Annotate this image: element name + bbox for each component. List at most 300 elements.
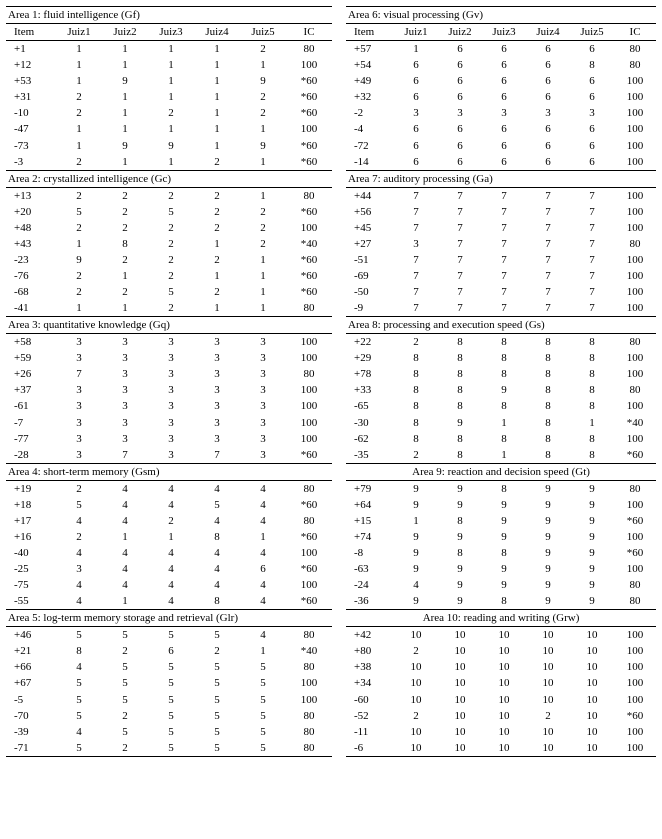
ic-cell: 100	[300, 432, 318, 445]
judge-cell: 10	[542, 661, 554, 674]
table-row	[6, 121, 332, 137]
ic-cell: 100	[626, 221, 644, 234]
judge-cell: 9	[545, 579, 551, 592]
table-row	[346, 268, 656, 284]
item-cell: +31	[14, 91, 32, 104]
ic-cell: 100	[626, 205, 644, 218]
table-row	[346, 643, 656, 659]
judge-cell: 1	[76, 302, 82, 315]
judge-cell: 6	[501, 155, 507, 168]
judge-cell: 8	[457, 368, 463, 381]
judge-cell: 1	[168, 43, 174, 55]
judge-cell: 7	[214, 448, 220, 461]
judge-cell: 6	[589, 123, 595, 136]
area-title-row	[6, 7, 332, 24]
item-cell: -71	[6, 740, 56, 757]
judge-cell: 10	[410, 693, 422, 706]
item-cell: +17	[14, 514, 32, 527]
judge-cell: 9	[589, 514, 595, 527]
judge-cell: 10	[570, 740, 614, 757]
judge-cell: 5	[260, 725, 266, 738]
table-row	[346, 431, 656, 447]
judge-cell: 7	[501, 237, 507, 250]
judge-cell: 1	[168, 75, 174, 88]
judge-cell: 6	[501, 43, 507, 55]
area-title: Area 7: auditory processing (Ga)	[346, 170, 656, 187]
table-row	[346, 593, 656, 610]
judge-cell: 4	[168, 579, 174, 592]
judge-cell: 4	[76, 661, 82, 674]
table-row	[346, 252, 656, 268]
judge-cell: 6	[457, 75, 463, 88]
judge-cell: 6	[545, 43, 551, 55]
item-cell: +64	[354, 498, 372, 511]
judge-cell: 7	[457, 237, 463, 250]
table-row	[346, 41, 656, 58]
judge-cell: 7	[545, 269, 551, 282]
area-title-row	[346, 7, 656, 24]
judge-cell: 9	[413, 547, 419, 560]
judge-cell: 8	[501, 352, 507, 365]
judge-cell: 9	[457, 482, 463, 495]
judge-cell: 7	[589, 189, 595, 202]
judge-cell: 5	[56, 740, 102, 757]
judge-cell: 3	[76, 563, 82, 576]
judge-cell: 9	[589, 563, 595, 576]
judge-cell: 10	[410, 677, 422, 690]
judge-cell: 1	[76, 139, 82, 152]
judge-cell: 10	[586, 725, 598, 738]
judge-cell: 10	[438, 740, 482, 757]
table-row	[346, 513, 656, 529]
column-header: Item	[346, 24, 394, 41]
ic-cell: *60	[300, 107, 318, 120]
judge-cell: 1	[260, 302, 266, 315]
item-cell: -73	[14, 139, 29, 152]
judge-cell: 5	[122, 677, 128, 690]
ic-cell: *60	[300, 155, 318, 168]
judge-cell: 9	[589, 498, 595, 511]
judge-cell: 5	[260, 693, 266, 706]
judge-cell: 9	[589, 579, 595, 592]
judge-cell: 2	[214, 221, 220, 234]
judge-cell: 9	[589, 530, 595, 543]
item-cell: -10	[14, 107, 29, 120]
judge-cell: 9	[260, 139, 266, 152]
judge-cell: 3	[260, 352, 266, 365]
judge-cell: 3	[457, 107, 463, 120]
ic-cell: 100	[626, 286, 644, 299]
judge-cell: 4	[122, 498, 128, 511]
item-cell: -24	[354, 579, 369, 592]
left-table-body	[6, 7, 332, 757]
judge-cell: 9	[501, 563, 507, 576]
table-row	[346, 300, 656, 317]
ic-cell: *60	[626, 547, 644, 560]
judge-cell: 10	[498, 677, 510, 690]
ic-cell: 100	[626, 269, 644, 282]
table-row	[346, 105, 656, 121]
judge-cell: 8	[413, 368, 419, 381]
ic-cell: 100	[300, 547, 318, 560]
item-cell: +16	[14, 530, 32, 543]
judge-cell: 1	[260, 155, 266, 168]
judge-cell: 10	[498, 629, 510, 642]
ic-cell: 100	[300, 384, 318, 397]
judge-cell: 1	[122, 269, 128, 282]
ic-cell: 100	[626, 530, 644, 543]
judge-cell: 1	[168, 91, 174, 104]
item-cell: +43	[14, 237, 32, 250]
judge-cell: 2	[413, 645, 419, 658]
table-row	[6, 89, 332, 105]
judge-cell: 2	[168, 221, 174, 234]
judge-cell: 3	[76, 400, 82, 413]
judge-cell: 5	[76, 693, 82, 706]
judge-cell: 6	[501, 91, 507, 104]
judge-cell: 5	[122, 725, 128, 738]
judge-cell: 10	[482, 740, 526, 757]
column-header: Juiz1	[56, 24, 102, 41]
judge-cell: 8	[413, 400, 419, 413]
area-title: Area 1: fluid intelligence (Gf)	[6, 7, 332, 24]
judge-cell: 3	[168, 384, 174, 397]
item-cell: +53	[14, 75, 32, 88]
item-cell: +46	[14, 629, 32, 642]
judge-cell: 3	[168, 368, 174, 381]
judge-cell: 3	[76, 336, 82, 349]
judge-cell: 4	[76, 547, 82, 560]
item-cell: -28	[14, 448, 29, 461]
judge-cell: 7	[457, 286, 463, 299]
judge-cell: 1	[260, 189, 266, 202]
item-cell: +22	[354, 336, 372, 349]
judge-cell: 8	[214, 530, 220, 543]
judge-cell: 9	[589, 482, 595, 495]
ic-cell: *60	[300, 563, 318, 576]
ic-cell: *60	[626, 448, 644, 461]
item-cell: -55	[14, 595, 29, 608]
judge-cell: 4	[214, 579, 220, 592]
area-title-row	[6, 610, 332, 627]
judge-cell: 2	[168, 189, 174, 202]
judge-cell: 4	[122, 514, 128, 527]
judge-cell: 3	[214, 416, 220, 429]
item-cell: +57	[354, 43, 372, 55]
judge-cell: 3	[214, 336, 220, 349]
judge-cell: 3	[76, 416, 82, 429]
judge-cell: 3	[122, 384, 128, 397]
table-row	[346, 57, 656, 73]
item-cell: +32	[354, 91, 372, 104]
judge-cell: 7	[589, 237, 595, 250]
area-title: Area 3: quantitative knowledge (Gq)	[6, 317, 332, 334]
column-header: Item	[6, 24, 56, 41]
ic-cell: 80	[303, 514, 315, 527]
judge-cell: 1	[214, 269, 220, 282]
item-cell: -52	[354, 709, 369, 722]
judge-cell: 1	[76, 59, 82, 72]
table-row	[6, 447, 332, 464]
judge-cell: 7	[589, 269, 595, 282]
judge-cell: 4	[168, 498, 174, 511]
judge-cell: 7	[589, 221, 595, 234]
judge-cell: 5	[214, 661, 220, 674]
judge-cell: 8	[457, 448, 463, 461]
judge-cell: 7	[501, 221, 507, 234]
judge-cell: 8	[545, 384, 551, 397]
ic-cell: 100	[300, 123, 318, 136]
item-cell: +33	[354, 384, 372, 397]
table-row	[346, 350, 656, 366]
ic-cell: 100	[626, 661, 644, 674]
table-row	[6, 41, 332, 58]
judge-cell: 10	[498, 645, 510, 658]
judge-cell: 1	[501, 448, 507, 461]
ic-cell: *60	[300, 530, 318, 543]
judge-cell: 2	[214, 155, 220, 168]
judge-cell: 7	[413, 286, 419, 299]
ic-cell: 80	[303, 661, 315, 674]
judge-cell: 4	[260, 629, 266, 642]
judge-cell: 8	[413, 384, 419, 397]
table-row	[6, 350, 332, 366]
judge-cell: 1	[413, 514, 419, 527]
item-cell: -2	[354, 107, 364, 120]
judge-cell: 5	[122, 661, 128, 674]
item-cell: +44	[354, 189, 372, 202]
judge-cell: 2	[122, 221, 128, 234]
item-cell: -77	[14, 432, 29, 445]
item-cell: -65	[354, 400, 369, 413]
column-header: Juiz3	[148, 24, 194, 41]
judge-cell: 7	[545, 253, 551, 266]
judge-cell: 1	[76, 75, 82, 88]
table-row	[6, 497, 332, 513]
judge-cell: 8	[413, 352, 419, 365]
judge-cell: 6	[545, 155, 551, 168]
judge-cell: 9	[545, 547, 551, 560]
judge-cell: 3	[168, 352, 174, 365]
judge-cell: 10	[542, 629, 554, 642]
judge-cell: 1	[214, 139, 220, 152]
table-row	[6, 236, 332, 252]
item-cell: -36	[354, 595, 369, 608]
ic-cell: 80	[303, 189, 315, 202]
judge-cell: 2	[260, 221, 266, 234]
judge-cell: 2	[168, 514, 174, 527]
ic-cell: 100	[626, 629, 644, 642]
item-cell: +49	[354, 75, 372, 88]
judge-cell: 9	[457, 595, 463, 608]
judge-cell: 3	[260, 432, 266, 445]
ic-cell: 100	[626, 677, 644, 690]
judge-cell: 6	[501, 59, 507, 72]
judge-cell: 1	[214, 123, 220, 136]
judge-cell: 4	[214, 547, 220, 560]
judge-cell: 4	[122, 563, 128, 576]
judge-cell: 8	[545, 448, 551, 461]
judge-cell: 1	[168, 530, 174, 543]
judge-cell: 9	[545, 482, 551, 495]
ic-cell: 80	[286, 740, 332, 757]
judge-cell: 7	[545, 286, 551, 299]
judge-cell: 5	[168, 661, 174, 674]
item-cell: -75	[14, 579, 29, 592]
ic-cell: 100	[626, 432, 644, 445]
column-header: IC	[286, 24, 332, 41]
judge-cell: 7	[413, 302, 419, 315]
judge-cell: 8	[457, 352, 463, 365]
judge-cell: 8	[457, 432, 463, 445]
judge-cell: 10	[410, 661, 422, 674]
judge-cell: 10	[410, 629, 422, 642]
judge-cell: 9	[413, 563, 419, 576]
judge-cell: 2	[76, 189, 82, 202]
column-header: IC	[614, 24, 656, 41]
item-cell: -6	[346, 740, 394, 757]
ic-cell: 80	[303, 629, 315, 642]
judge-cell: 7	[501, 205, 507, 218]
judge-cell: 1	[122, 123, 128, 136]
judge-cell: 8	[545, 432, 551, 445]
judge-cell: 9	[413, 498, 419, 511]
judge-cell: 4	[76, 514, 82, 527]
item-cell: +34	[354, 677, 372, 690]
judge-cell: 2	[413, 709, 419, 722]
judge-cell: 6	[413, 139, 419, 152]
judge-cell: 6	[589, 91, 595, 104]
item-cell: +37	[14, 384, 32, 397]
judge-cell: 1	[260, 645, 266, 658]
table-row	[346, 692, 656, 708]
ic-cell: 100	[300, 579, 318, 592]
table-row	[6, 708, 332, 724]
judge-cell: 5	[260, 709, 266, 722]
table-row	[6, 382, 332, 398]
judge-cell: 6	[589, 155, 595, 168]
judge-cell: 4	[260, 498, 266, 511]
ic-cell: *60	[300, 286, 318, 299]
area-title: Area 10: reading and writing (Grw)	[346, 610, 656, 627]
ic-cell: *60	[300, 205, 318, 218]
table-row	[6, 398, 332, 414]
column-header-row	[6, 24, 332, 41]
judge-cell: 4	[214, 514, 220, 527]
judge-cell: 5	[76, 205, 82, 218]
judge-cell: 7	[545, 205, 551, 218]
table-row	[346, 659, 656, 675]
judge-cell: 8	[545, 416, 551, 429]
judge-cell: 3	[260, 400, 266, 413]
item-cell: -60	[354, 693, 369, 706]
judge-cell: 2	[76, 91, 82, 104]
table-row	[6, 643, 332, 659]
item-cell: -69	[354, 269, 369, 282]
area-title-row	[346, 610, 656, 627]
table-row	[6, 513, 332, 529]
area-title-row	[346, 170, 656, 187]
judge-cell: 9	[545, 563, 551, 576]
judge-cell: 3	[122, 352, 128, 365]
judge-cell: 7	[545, 221, 551, 234]
ic-cell: *40	[626, 416, 644, 429]
judge-cell: 1	[214, 237, 220, 250]
ic-cell: 80	[629, 237, 641, 250]
judge-cell: 3	[214, 352, 220, 365]
ic-cell: 100	[626, 302, 644, 315]
table-row	[6, 692, 332, 708]
judge-cell: 5	[76, 498, 82, 511]
judge-cell: 2	[168, 107, 174, 120]
item-cell: -23	[14, 253, 29, 266]
judge-cell: 7	[413, 221, 419, 234]
judge-cell: 1	[214, 59, 220, 72]
judge-cell: 9	[501, 530, 507, 543]
judge-cell: 5	[240, 740, 286, 757]
ic-cell: 100	[626, 107, 644, 120]
judge-cell: 5	[168, 205, 174, 218]
judge-cell: 9	[457, 563, 463, 576]
judge-cell: 7	[457, 205, 463, 218]
judge-cell: 5	[148, 740, 194, 757]
judge-cell: 10	[586, 629, 598, 642]
judge-cell: 3	[260, 368, 266, 381]
judge-cell: 10	[454, 709, 466, 722]
item-cell: +45	[354, 221, 372, 234]
judge-cell: 9	[501, 498, 507, 511]
table-row	[346, 577, 656, 593]
judge-cell: 4	[168, 482, 174, 495]
judge-cell: 3	[413, 237, 419, 250]
item-cell: -76	[14, 269, 29, 282]
judge-cell: 3	[168, 432, 174, 445]
judge-cell: 5	[122, 629, 128, 642]
judge-cell: 9	[501, 384, 507, 397]
table-row	[346, 284, 656, 300]
judge-cell: 4	[168, 563, 174, 576]
table-row	[6, 334, 332, 351]
item-cell: -61	[14, 400, 29, 413]
item-cell: +42	[354, 629, 372, 642]
item-cell: -50	[354, 286, 369, 299]
item-cell: +26	[14, 368, 32, 381]
judge-cell: 2	[76, 482, 82, 495]
judge-cell: 6	[413, 155, 419, 168]
judge-cell: 2	[76, 155, 82, 168]
table-row	[346, 627, 656, 644]
table-row	[6, 154, 332, 171]
judge-cell: 8	[589, 448, 595, 461]
ic-cell: 100	[626, 123, 644, 136]
judge-cell: 1	[260, 253, 266, 266]
ic-cell: 80	[629, 595, 641, 608]
judge-cell: 1	[501, 416, 507, 429]
judge-cell: 4	[76, 595, 82, 608]
judge-cell: 7	[545, 189, 551, 202]
judge-cell: 2	[168, 253, 174, 266]
judge-cell: 7	[501, 302, 507, 315]
column-header: Juiz1	[394, 24, 438, 41]
ic-cell: 80	[629, 482, 641, 495]
judge-cell: 5	[76, 709, 82, 722]
judge-cell: 4	[76, 579, 82, 592]
judge-cell: 7	[76, 368, 82, 381]
judge-cell: 5	[214, 693, 220, 706]
judge-cell: 10	[542, 693, 554, 706]
judge-cell: 9	[260, 75, 266, 88]
ic-cell: *60	[626, 709, 644, 722]
